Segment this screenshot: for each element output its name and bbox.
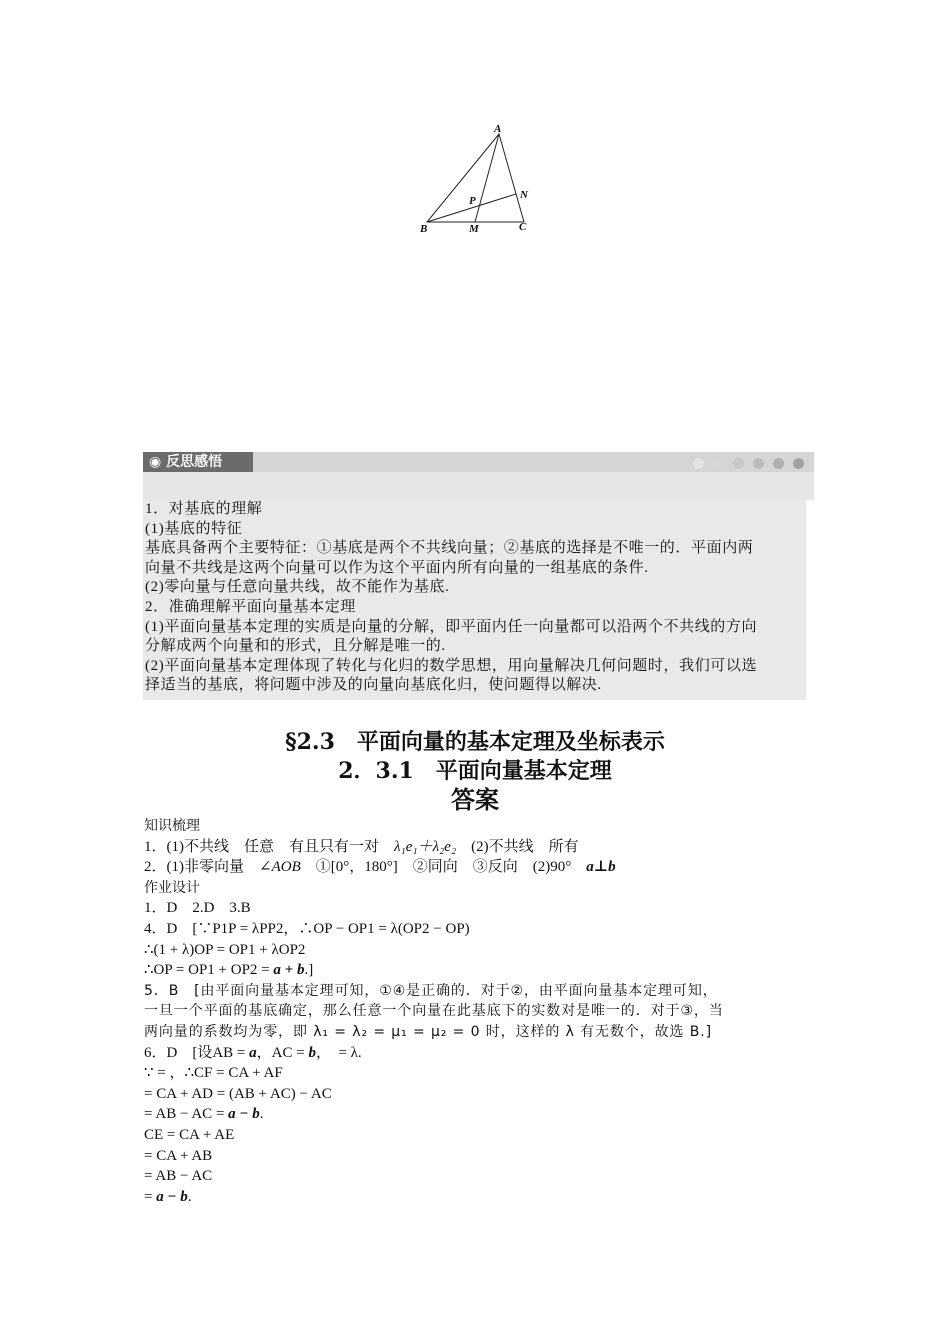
label-m: M bbox=[469, 223, 479, 235]
formula: a + b bbox=[273, 962, 305, 979]
answer-line bbox=[144, 857, 814, 878]
reflection-line: (2)平面向量基本定理体现了转化与化归的数学思想，用向量解决几何问题时，我们可以选 bbox=[145, 657, 758, 674]
reflection-title: ◉ 反思感悟 bbox=[143, 452, 253, 472]
label-p: P bbox=[469, 195, 476, 207]
reflection-line: 择适当的基底，将问题中涉及的向量向基底化归，使问题得以解决. bbox=[145, 677, 602, 694]
text: 6．D [设AB = bbox=[144, 1044, 250, 1061]
answers-block bbox=[144, 816, 814, 1207]
formula: a bbox=[249, 1044, 257, 1061]
dot-icon bbox=[793, 458, 804, 469]
formula: a⊥b bbox=[586, 859, 616, 876]
section-titles bbox=[0, 728, 950, 814]
dot-icon bbox=[773, 458, 784, 469]
answer-line: 一旦一个平面的基底确定，那么任意一个向量在此基底下的实数对是唯一的．对于③，当 bbox=[144, 1003, 724, 1020]
formula: a − b bbox=[228, 1106, 260, 1123]
reflection-line: 基底具备两个主要特征：①基底是两个不共线向量；②基底的选择是不唯一的．平面内两 bbox=[145, 540, 754, 557]
text: 1．(1)不共线 任意 有且只有一对 bbox=[144, 838, 394, 855]
answer-line: = AB − AC bbox=[144, 1168, 213, 1185]
reflection-line: 向量不共线是这两个向量可以作为这个平面内所有向量的一组基底的条件. bbox=[145, 559, 649, 576]
formula: a − b bbox=[156, 1188, 188, 1205]
reflection-line: (1)基底的特征 bbox=[145, 520, 243, 537]
text: = AB − AC = bbox=[144, 1106, 229, 1123]
label-c: C bbox=[519, 221, 527, 233]
knowledge-heading: 知识梳理 bbox=[144, 818, 200, 834]
reflection-line: 2．准确理解平面向量基本定理 bbox=[145, 598, 356, 615]
label-a: A bbox=[494, 123, 502, 135]
formula: b bbox=[308, 1044, 316, 1061]
answer-line: = CA + AB bbox=[144, 1147, 213, 1164]
answer-line: 4．D [∵P1P = λPP2，∴OP − OP1 = λ(OP2 − OP) bbox=[144, 920, 470, 937]
reflection-line: (1)平面向量基本定理的实质是向量的分解，即平面内任一向量都可以沿两个不共线的方向 bbox=[145, 618, 758, 635]
text: ∴OP = OP1 + OP2 = bbox=[144, 962, 274, 979]
answer-line bbox=[144, 1043, 814, 1064]
answer-line bbox=[144, 1187, 814, 1208]
text: ， = λ. bbox=[315, 1044, 362, 1061]
text: . bbox=[259, 1106, 264, 1123]
answer-line: CE = CA + AE bbox=[144, 1126, 235, 1143]
dot-icon bbox=[693, 458, 704, 469]
triangle-figure bbox=[415, 120, 540, 240]
answer-line: 两向量的系数均为零，即 λ₁ = λ₂ = μ₁ = μ₂ = 0 时，这样的 λ 有无数个，故选 B.] bbox=[144, 1023, 713, 1040]
text: = bbox=[144, 1188, 157, 1205]
decorative-dots bbox=[684, 456, 804, 474]
reflection-line: 分解成两个向量和的形式，且分解是唯一的. bbox=[145, 638, 446, 655]
dot-icon bbox=[733, 458, 744, 469]
reflection-line: (2)零向量与任意向量共线，故不能作为基底. bbox=[145, 579, 450, 596]
answer-line: = CA + AD = (AB + AC) − AC bbox=[144, 1085, 332, 1102]
label-n: N bbox=[520, 189, 528, 201]
segment-am bbox=[475, 134, 499, 222]
answer-line bbox=[144, 837, 814, 858]
answer-line: ∴(1 + λ)OP = OP1 + λOP2 bbox=[144, 941, 306, 958]
homework-heading: 作业设计 bbox=[144, 879, 200, 896]
answer-title: 答案 bbox=[451, 785, 499, 814]
dot-icon bbox=[753, 458, 764, 469]
text: . bbox=[187, 1188, 192, 1205]
answer-line bbox=[144, 960, 814, 981]
text: (2)不共线 所有 bbox=[456, 838, 579, 855]
reflection-content bbox=[143, 500, 806, 700]
reflection-line: 1．对基底的理解 bbox=[145, 501, 263, 517]
triangle-abc bbox=[427, 134, 524, 222]
formula: λ₁e₁＋λ₂e₂ bbox=[394, 838, 457, 855]
answer-line: ∵ = ，∴CF = CA + AF bbox=[144, 1065, 283, 1082]
formula: ∠AOB bbox=[259, 859, 301, 876]
subsection-title: 2．3.1 平面向量基本定理 bbox=[338, 758, 612, 784]
text: ，AC = bbox=[256, 1044, 309, 1061]
text: ①[0°，180°] ②同向 ③反向 (2)90° bbox=[300, 859, 587, 876]
answer-line bbox=[144, 1104, 814, 1125]
text: .] bbox=[304, 962, 314, 979]
text: 2．(1)非零向量 bbox=[144, 859, 259, 876]
dot-icon bbox=[713, 458, 724, 469]
reflection-header bbox=[143, 452, 814, 500]
answer-line: 1．D 2.D 3.B bbox=[144, 900, 251, 917]
label-b: B bbox=[420, 223, 428, 235]
section-title: §2.3 平面向量的基本定理及坐标表示 bbox=[285, 729, 665, 755]
answer-line: 5．B [由平面向量基本定理可知，①④是正确的．对于②，由平面向量基本定理可知， bbox=[144, 982, 718, 999]
